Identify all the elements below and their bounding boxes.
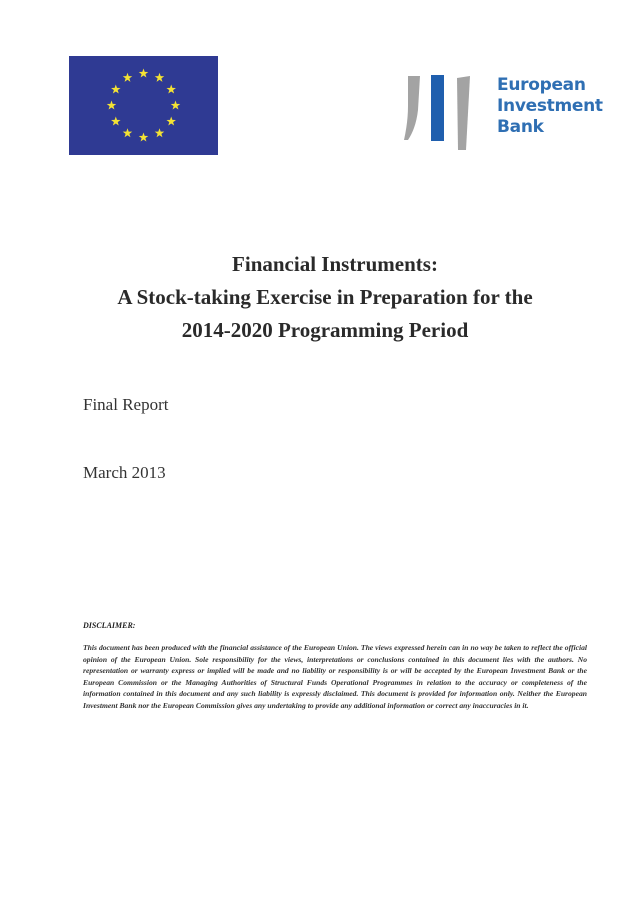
report-date: March 2013 [83, 463, 166, 482]
eib-logo-text [497, 75, 603, 138]
title-line-2: A Stock-taking Exercise in Preparation for the [117, 285, 533, 309]
disclaimer-heading: DISCLAIMER: [83, 621, 136, 630]
title-line-1: Financial Instruments: [232, 252, 438, 276]
eib-logo-line-1: European [497, 75, 586, 95]
eib-logo [400, 70, 610, 150]
eib-logo-line-2: Investment [497, 96, 603, 116]
eib-logo-icon [400, 70, 480, 150]
disclaimer-body: This document has been produced with the financial assistance of the European Union. The views expressed herein can in no way be taken to reflect the official opinion of the European Union. Sole responsibility for the views, interpretations or conclusions contained in this document lies with the authors. No representation or warranty express or implied will be made and no liability or responsibility is or will be accepted by the European Investment Bank or the European Commission or the Managing Authorities of Structural Funds Operational Programmes in relation to the accuracy or completeness of the information contained in this document and any such liability is expressly disclaimed. This document is provided for information only. Neither the European Investment Bank nor the European Commission gives any undertaking to provide any additional information or correct any inaccuracies in it. [83, 643, 587, 710]
eu-flag-icon [69, 56, 218, 155]
report-type: Final Report [83, 395, 169, 414]
title-line-3: 2014-2020 Programming Period [181, 318, 469, 342]
document-title [0, 248, 640, 346]
eib-logo-line-3: Bank [497, 117, 544, 137]
